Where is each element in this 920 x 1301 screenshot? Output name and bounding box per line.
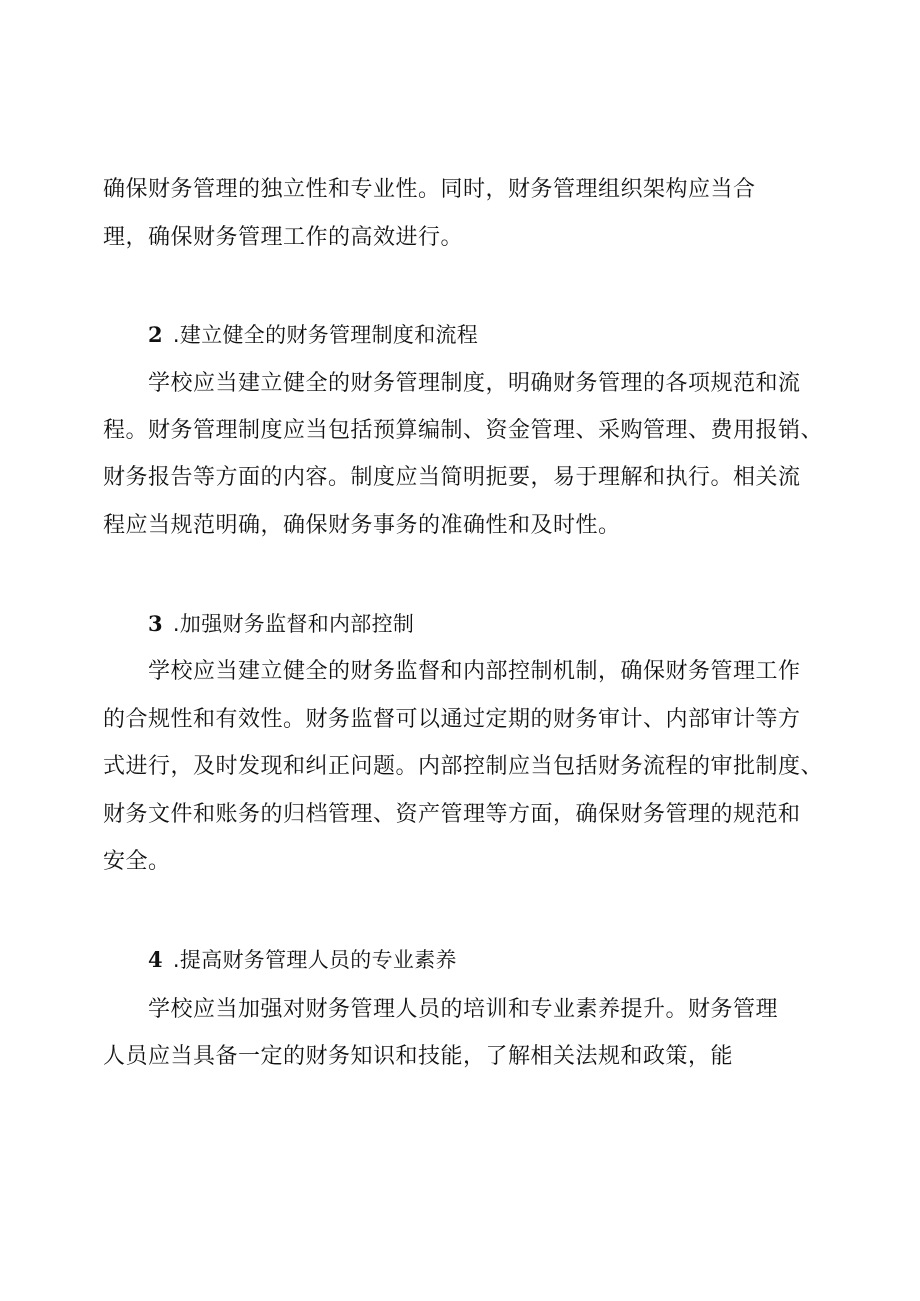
intro-line-1: 确保财务管理的独立性和专业性。同时，财务管理组织架构应当合	[103, 177, 756, 202]
section-2-heading	[148, 320, 478, 350]
section-2-title: .建立健全的财务管理制度和流程	[172, 323, 479, 347]
section-4-title: .提高财务管理人员的专业素养	[172, 948, 457, 972]
section-3-line-5: 安全。	[103, 849, 171, 874]
section-3-number: 3	[148, 611, 163, 636]
section-2-line-3: 财务报告等方面的内容。制度应当简明扼要，易于理解和执行。相关流	[103, 465, 801, 490]
section-3-line-2: 的合规性和有效性。财务监督可以通过定期的财务审计、内部审计等方	[103, 707, 801, 732]
section-3-line-4: 财务文件和账务的归档管理、资产管理等方面，确保财务管理的规范和	[103, 802, 801, 827]
section-3-line-3: 式进行，及时发现和纠正问题。内部控制应当包括财务流程的审批制度、	[103, 754, 824, 779]
section-3-heading	[148, 609, 414, 639]
section-2-line-1: 学校应当建立健全的财务管理制度，明确财务管理的各项规范和流	[148, 371, 801, 396]
section-3-title: .加强财务监督和内部控制	[172, 612, 415, 636]
section-4-line-1: 学校应当加强对财务管理人员的培训和专业素养提升。财务管理	[148, 997, 779, 1022]
section-4-number: 4	[148, 947, 163, 972]
section-4-heading	[148, 945, 457, 975]
section-4-line-2: 人员应当具备一定的财务知识和技能，了解相关法规和政策，能	[103, 1044, 734, 1069]
section-2-line-4: 程应当规范明确，确保财务事务的准确性和及时性。	[103, 513, 621, 538]
section-2-number: 2	[148, 322, 163, 347]
section-3-line-1: 学校应当建立健全的财务监督和内部控制机制，确保财务管理工作	[148, 659, 801, 684]
section-2-line-2: 程。财务管理制度应当包括预算编制、资金管理、采购管理、费用报销、	[103, 418, 824, 443]
intro-line-2: 理，确保财务管理工作的高效进行。	[103, 225, 464, 250]
